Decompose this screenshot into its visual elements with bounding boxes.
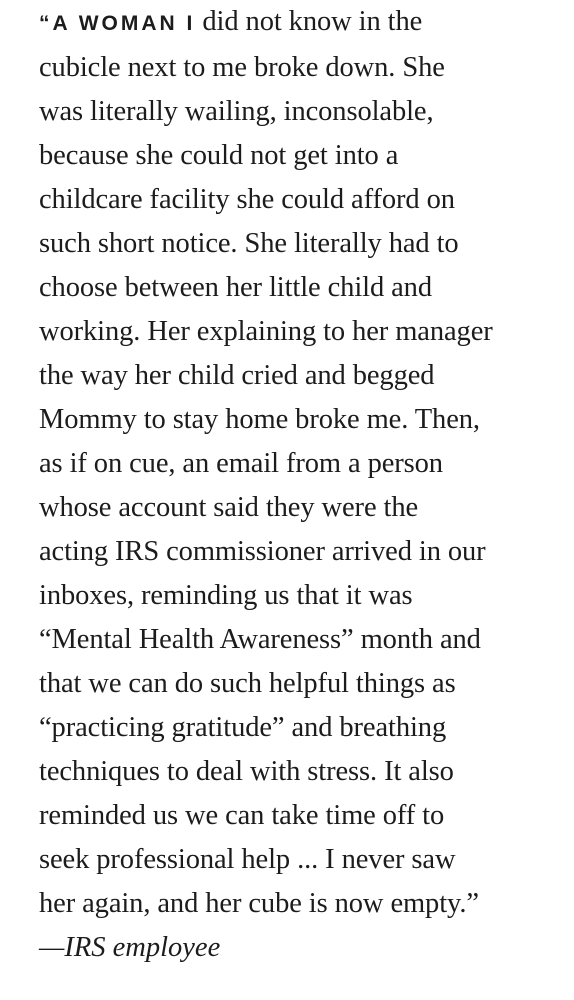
quote-line: “Mental Health Awareness” month and bbox=[39, 624, 481, 655]
quote-line: techniques to deal with stress. It also bbox=[39, 756, 454, 787]
quote-line: the way her child cried and begged bbox=[39, 360, 435, 391]
quote-lead-caps: “A WOMAN I bbox=[39, 12, 196, 35]
quote-line: inboxes, reminding us that it was bbox=[39, 580, 413, 611]
quote-line: acting IRS commissioner arrived in our bbox=[39, 536, 486, 567]
quote-line: choose between her little child and bbox=[39, 272, 432, 303]
quote-line: her again, and her cube is now empty.” bbox=[39, 888, 479, 919]
quote-line: reminded us we can take time off to bbox=[39, 800, 445, 831]
quote-attribution: —IRS employee bbox=[39, 932, 221, 963]
quote-first-line-text: did not know in the bbox=[195, 6, 423, 37]
quote-line: “practicing gratitude” and breathing bbox=[39, 712, 447, 743]
quote-line: cubicle next to me broke down. She bbox=[39, 52, 445, 83]
quote-line: as if on cue, an email from a person bbox=[39, 448, 443, 479]
quote-line: childcare facility she could afford on bbox=[39, 184, 455, 215]
quote-line: Mommy to stay home broke me. Then, bbox=[39, 404, 480, 435]
quote-line: because she could not get into a bbox=[39, 140, 399, 171]
quote-line: seek professional help ... I never saw bbox=[39, 844, 456, 875]
quote-line: was literally wailing, inconsolable, bbox=[39, 96, 434, 127]
quote-line: whose account said they were the bbox=[39, 492, 419, 523]
quote-line: such short notice. She literally had to bbox=[39, 228, 459, 259]
quote-line: working. Her explaining to her manager bbox=[39, 316, 493, 347]
pull-quote bbox=[39, 0, 569, 970]
quote-line: that we can do such helpful things as bbox=[39, 668, 456, 699]
quote-line bbox=[39, 0, 569, 46]
